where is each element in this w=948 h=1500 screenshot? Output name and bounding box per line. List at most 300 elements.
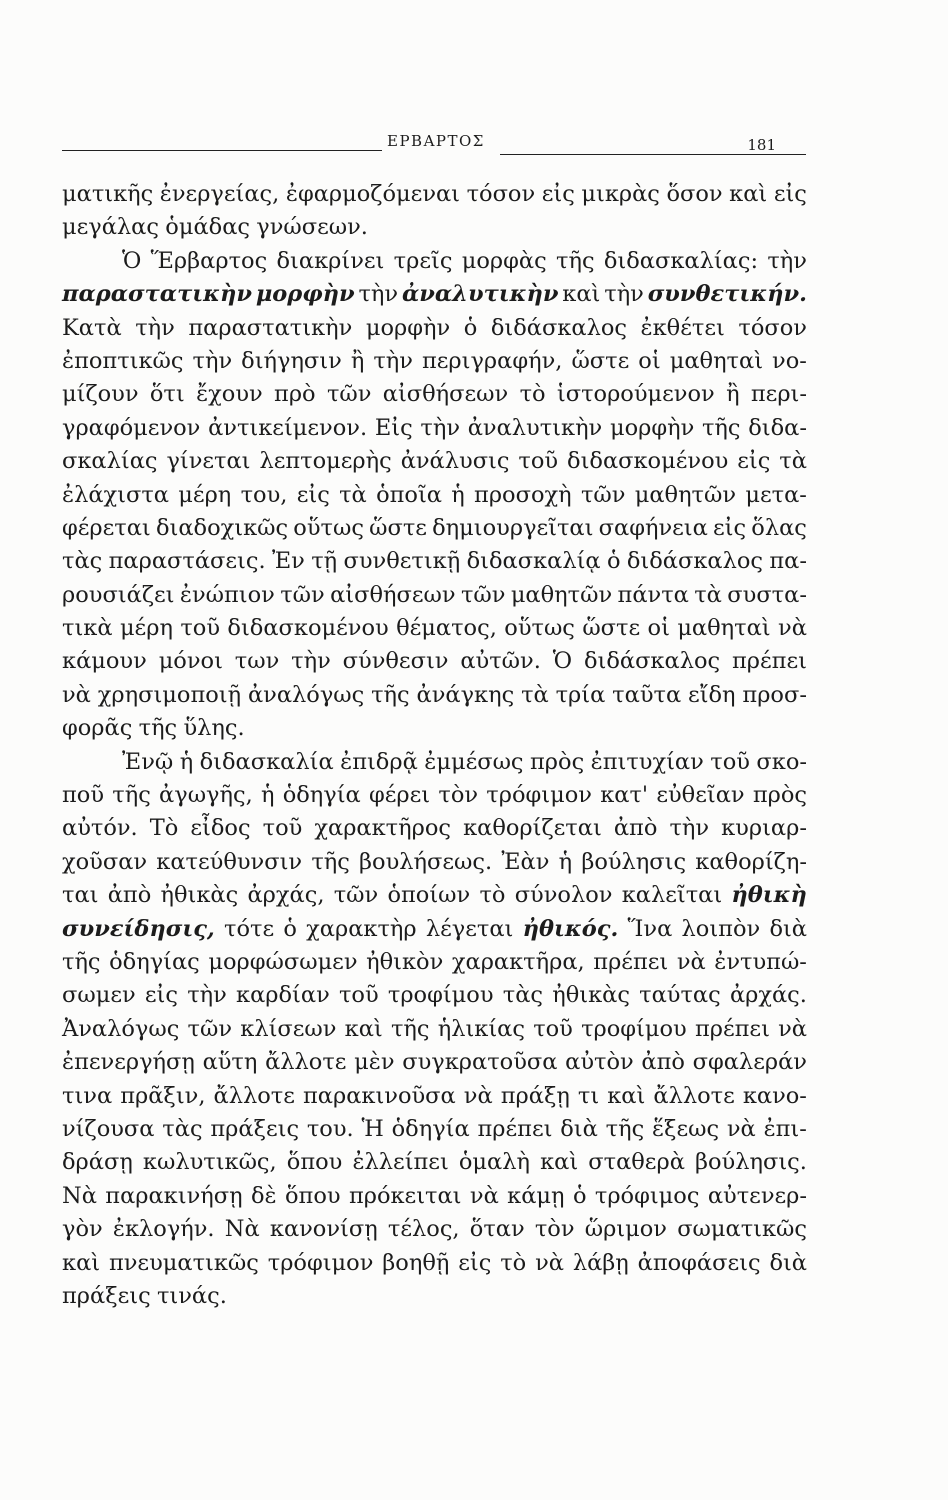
- word: ὁποῖα: [376, 481, 442, 508]
- word: οὕτως: [293, 514, 364, 541]
- text-line: [62, 913, 807, 946]
- word: τὸ: [479, 882, 506, 909]
- text-line: [62, 712, 807, 745]
- word: νὰ: [463, 1082, 493, 1109]
- word: λοιπὸν: [681, 915, 761, 942]
- word: ὁ: [283, 915, 297, 942]
- word: πράξεις: [210, 1115, 300, 1142]
- word: ὁ: [572, 1182, 587, 1209]
- text-line: [62, 312, 807, 345]
- word: μαθητῶν: [510, 581, 613, 608]
- word: ἀνάγκης: [416, 681, 515, 708]
- word: ὅσον: [666, 181, 723, 207]
- word: τοῦ: [262, 815, 303, 842]
- word: πράξεις: [62, 1282, 151, 1309]
- word: πρέπει: [593, 948, 669, 975]
- word: μορφὴν: [609, 414, 695, 441]
- word: πρὸ: [274, 381, 316, 408]
- word: ἠθικὴ: [731, 882, 807, 909]
- word: τρόφιμον: [486, 782, 592, 809]
- word: καὶ: [540, 1149, 579, 1176]
- word: συνείδησις,: [62, 915, 215, 942]
- word: μόνοι: [158, 648, 223, 675]
- word: νὰ: [726, 1115, 756, 1142]
- word: ἡλικίας: [437, 1015, 525, 1042]
- word: ἐλάχιστα: [62, 481, 169, 508]
- word: πρὸς: [530, 748, 585, 775]
- text-line: [62, 1213, 807, 1246]
- word: ἐκλογήν.: [112, 1216, 215, 1243]
- word: ἐντυπώ-: [714, 948, 807, 975]
- word: ὁ: [463, 314, 478, 341]
- word: Εἰς: [374, 414, 413, 441]
- word: διαδοχικῶς: [155, 514, 289, 541]
- text-line: [62, 245, 807, 278]
- word: συνθετικήν.: [647, 281, 807, 308]
- word: Κατὰ: [62, 314, 122, 341]
- word: διδα-: [748, 414, 807, 441]
- word: εἰς: [713, 514, 747, 541]
- word: καλεῖται: [621, 882, 723, 909]
- text-line: [62, 1247, 807, 1280]
- word: τῆς: [701, 414, 741, 441]
- word: τῶν: [280, 581, 325, 608]
- word: εἴδη: [688, 681, 736, 708]
- word: σαφήνεια: [598, 514, 708, 541]
- word: τὰ: [521, 681, 549, 708]
- word: ἐπιτυχίαν: [590, 748, 704, 775]
- word: ὁμάδας: [165, 214, 250, 241]
- word: ὁδηγία: [391, 1115, 470, 1142]
- word: χοῦσαν: [62, 848, 148, 875]
- word: τὴν: [420, 414, 461, 441]
- text-line: [62, 1146, 807, 1179]
- word: ὥστε: [369, 514, 427, 541]
- word: γίνεται: [166, 448, 251, 475]
- word: πρέπει: [732, 648, 807, 675]
- word: τροφίμου: [387, 982, 494, 1009]
- word: ἀπὸ: [107, 882, 152, 909]
- running-head-title: ΕΡΒΑΡΤΟΣ: [387, 132, 485, 150]
- text-line: [62, 345, 807, 378]
- word: παρακινήσῃ: [105, 1182, 243, 1209]
- word: διδασκομένου: [567, 448, 729, 475]
- header-rule-right: [500, 154, 806, 155]
- word: πα-: [769, 548, 807, 575]
- word: φέρει: [369, 782, 431, 809]
- word: τῆς: [556, 247, 595, 274]
- word: διδάσκαλος: [626, 548, 764, 575]
- word: ὅλας: [751, 514, 807, 541]
- word: Ἐὰν: [501, 848, 550, 875]
- word: ὥστε: [582, 615, 641, 642]
- text-line: [62, 846, 807, 879]
- word: χαρακτῆρα,: [451, 948, 585, 975]
- word: πράξῃ: [500, 1082, 570, 1109]
- word: Ἡ: [361, 1115, 384, 1142]
- word: προσοχὴ: [474, 481, 572, 508]
- word: παραστάσεις.: [108, 548, 266, 575]
- word: ἀνάλυσις: [400, 448, 510, 475]
- word: σωματικῶς: [677, 1216, 807, 1243]
- text-line: [62, 412, 807, 445]
- word: κλίσεων: [240, 1015, 337, 1042]
- word: καθορίζεται: [463, 815, 602, 842]
- word: ὅτι: [149, 381, 185, 408]
- word: προσ-: [742, 681, 807, 708]
- word: τὸν: [534, 1216, 575, 1243]
- word: τῆς: [371, 681, 410, 708]
- text-line: [62, 1180, 807, 1213]
- word: οὕτως: [504, 615, 575, 642]
- word: βούλησις: [581, 848, 687, 875]
- word: τὴν: [604, 281, 644, 308]
- word: γνώσεων.: [256, 214, 368, 241]
- word: του,: [240, 481, 288, 508]
- word: κάμουν: [62, 648, 147, 675]
- word: Ἵνα: [627, 915, 673, 942]
- word: τόσον: [466, 181, 536, 207]
- word: Τὸ: [149, 815, 179, 842]
- word: ἀπὸ: [641, 1049, 685, 1076]
- word: τὴν: [187, 982, 227, 1009]
- word: τῶν: [460, 581, 506, 608]
- word: κανονίσῃ: [269, 1216, 378, 1243]
- word: πάντα: [617, 581, 689, 608]
- word: τῇ: [311, 548, 338, 575]
- word: γραφόμενον: [62, 414, 201, 441]
- word: διήγησιν: [241, 347, 342, 374]
- word: ὅταν: [469, 1216, 525, 1243]
- text-line: [62, 579, 807, 612]
- word: τὴν: [135, 314, 175, 341]
- word: διδασκομένου: [227, 615, 389, 642]
- word: τῶν: [580, 481, 626, 508]
- word: τὸν: [438, 782, 479, 809]
- word: βουλήσεως.: [359, 848, 493, 875]
- word: διὰ: [769, 915, 807, 942]
- word: μεγάλας: [62, 214, 159, 241]
- word: ματικῆς: [62, 181, 154, 207]
- word: κανο-: [742, 1082, 807, 1109]
- word: διδάσκαλος: [490, 314, 627, 341]
- header-rule-left: [62, 150, 382, 151]
- word: τῆς: [112, 782, 151, 809]
- word: θέματος,: [396, 615, 497, 642]
- text-line: [62, 679, 807, 712]
- word: κωλυτικῶς,: [142, 1149, 277, 1176]
- word: καὶ: [62, 1249, 101, 1276]
- word: ἱστορούμενον: [556, 381, 715, 408]
- word: Ἐν: [271, 548, 305, 575]
- word: τῶν: [333, 882, 379, 909]
- word: χαρακτῆρος: [314, 815, 451, 842]
- text-line: [62, 512, 807, 545]
- running-head: [62, 128, 806, 158]
- word: τινάς.: [156, 1282, 227, 1309]
- word: ἢ: [726, 381, 740, 408]
- word: τῆς: [311, 848, 350, 875]
- word: μέρη: [119, 615, 173, 642]
- word: ὥριμον: [584, 1216, 667, 1243]
- text-line: [62, 278, 807, 311]
- word: διὰ: [769, 1249, 807, 1276]
- word: νὰ: [778, 615, 807, 642]
- word: διδασκαλία: [199, 748, 334, 775]
- word: ποῦ: [62, 782, 105, 809]
- word: φορᾶς: [62, 715, 133, 742]
- word: σφαλεράν: [692, 1049, 807, 1076]
- word: ἀρχάς,: [247, 882, 325, 909]
- word: Ἀναλόγως: [62, 1015, 180, 1042]
- word: ὥστε: [571, 347, 630, 374]
- word: πρέπει: [694, 1015, 770, 1042]
- word: μορφὴν: [365, 314, 451, 341]
- word: μορφὰς: [461, 247, 547, 274]
- word: τὸ: [519, 381, 546, 408]
- word: ἡ: [260, 782, 275, 809]
- word: τῆς: [62, 948, 101, 975]
- page-number: 181: [747, 136, 776, 154]
- word: τοῦ: [180, 615, 221, 642]
- text-line: [62, 211, 807, 244]
- word: σύνθεσιν: [342, 648, 449, 675]
- word: μαθητῶν: [634, 481, 737, 508]
- word: περι-: [750, 381, 807, 408]
- text-line: [62, 979, 807, 1012]
- word: ἐπιδρᾷ: [340, 748, 418, 775]
- word: ἡ: [451, 481, 465, 508]
- word: νὰ: [535, 1249, 564, 1276]
- word: ἡ: [179, 748, 194, 775]
- word: ἀγωγῆς,: [159, 782, 253, 809]
- word: λεπτομερὴς: [259, 448, 392, 475]
- word: ὁδηγίας: [109, 948, 200, 975]
- word: εἰς: [296, 481, 330, 508]
- text-line: [62, 378, 807, 411]
- word: συστα-: [727, 581, 807, 608]
- word: ἀναλόγως: [247, 681, 365, 708]
- text-line: [62, 946, 807, 979]
- word: ἢ: [350, 347, 365, 374]
- word: χαρακτὴρ: [306, 915, 417, 942]
- word: εἶδος: [190, 815, 251, 842]
- word: ὁ: [606, 548, 621, 575]
- word: σταθερὰ: [588, 1149, 685, 1176]
- word: τι: [577, 1082, 600, 1109]
- word: τὸ: [500, 1249, 527, 1276]
- word: αὕτη: [202, 1049, 258, 1076]
- word: τὰ: [339, 481, 367, 508]
- word: ἄλλοτε: [653, 1082, 735, 1109]
- word: δὲ: [250, 1182, 277, 1209]
- word: εἰς: [541, 181, 575, 207]
- word: αὐτενερ-: [707, 1182, 807, 1209]
- text-line: [62, 879, 807, 912]
- word: ἐνεργείας,: [159, 181, 280, 207]
- word: γὸν: [62, 1216, 103, 1243]
- word: τὰς: [62, 548, 103, 575]
- word: ἠθικὰς: [160, 882, 239, 909]
- word: τὰς: [502, 982, 543, 1009]
- text-line: [62, 178, 807, 211]
- word: ἐποπτικῶς: [62, 347, 184, 374]
- word: τὴν: [291, 648, 331, 675]
- word: καθορίζη-: [695, 848, 807, 875]
- word: ὁποίων: [387, 882, 471, 909]
- word: κατ': [600, 782, 649, 809]
- word: ὁδηγία: [282, 782, 361, 809]
- word: ται: [62, 882, 99, 909]
- word: τοῦ: [710, 748, 750, 775]
- word: τόσον: [738, 314, 807, 341]
- word: ἠθικὸν: [366, 948, 444, 975]
- text-line: [62, 645, 807, 678]
- word: τροφίμου: [581, 1015, 687, 1042]
- word: συνθετικῇ: [343, 548, 461, 575]
- word: ὕλης.: [183, 715, 245, 742]
- word: καὶ: [344, 1015, 383, 1042]
- word: τοῦ: [338, 982, 379, 1009]
- word: τινα: [62, 1082, 113, 1109]
- word: τῆς: [138, 715, 178, 742]
- word: βοηθῇ: [382, 1249, 450, 1276]
- word: εἰς: [737, 448, 771, 475]
- word: μορφώσωμεν: [208, 948, 358, 975]
- word: τικὰ: [62, 615, 113, 642]
- word: συγκρατοῦσα: [402, 1049, 558, 1076]
- word: καὶ: [607, 1082, 646, 1109]
- text-line: [62, 1013, 807, 1046]
- text-line: [62, 545, 807, 578]
- word: ἀπὸ: [613, 815, 658, 842]
- text-line: [62, 746, 807, 779]
- word: τρόφιμον: [267, 1249, 374, 1276]
- word: τὴν: [192, 347, 233, 374]
- word: Ὁ: [552, 648, 573, 675]
- word: πρέπει: [477, 1115, 553, 1142]
- word: ταῦτα: [612, 681, 682, 708]
- word: παραστατικὴν: [188, 314, 353, 341]
- word: μετα-: [745, 481, 807, 508]
- word: του.: [306, 1115, 354, 1142]
- word: εἰς: [144, 982, 178, 1009]
- word: ἐνώπιον: [179, 581, 275, 608]
- word: αἰσθήσεων: [382, 381, 509, 408]
- word: αἰσθήσεων: [330, 581, 456, 608]
- word: τρεῖς: [393, 247, 453, 274]
- word: κάμῃ: [507, 1182, 565, 1209]
- word: τὴν: [669, 815, 710, 842]
- word: εἰς: [773, 181, 807, 207]
- word: μαθηταὶ: [669, 347, 764, 374]
- word: τέλος,: [387, 1216, 460, 1243]
- word: φέρεται: [62, 514, 151, 541]
- word: τὴν: [358, 281, 399, 308]
- word: οἱ: [647, 615, 670, 642]
- word: ἀντικείμενον.: [208, 414, 368, 441]
- word: ἐλλείπει: [352, 1149, 449, 1176]
- text-line: [62, 445, 807, 478]
- word: παραστατικὴν: [62, 281, 252, 308]
- word: διδασκαλίας:: [603, 247, 759, 274]
- word: νο-: [772, 347, 807, 374]
- word: ἀρχάς.: [729, 982, 807, 1009]
- word: μορφὴν: [255, 281, 355, 308]
- text-line: [62, 1046, 807, 1079]
- word: τὴν: [767, 247, 807, 274]
- body-text: [62, 178, 807, 1313]
- word: καὶ: [562, 281, 601, 308]
- word: νὰ: [778, 1015, 807, 1042]
- word: πνευματικῶς: [108, 1249, 259, 1276]
- word: ἀποφάσεις: [637, 1249, 761, 1276]
- text-line: [62, 1280, 807, 1313]
- word: διὰ: [560, 1115, 598, 1142]
- word: μαθηταὶ: [677, 615, 771, 642]
- word: εὐθεῖαν: [656, 782, 745, 809]
- word: τὴν: [373, 347, 413, 374]
- word: τότε: [224, 915, 275, 942]
- word: μέρη: [178, 481, 232, 508]
- word: των: [234, 648, 280, 675]
- word: τῆς: [390, 1015, 430, 1042]
- word: λάβῃ: [572, 1249, 629, 1276]
- word: νίζουσα: [62, 1115, 155, 1142]
- word: καρδίαν: [236, 982, 330, 1009]
- word: μὲν: [354, 1049, 395, 1076]
- word: ταύτας: [639, 982, 721, 1009]
- word: κατεύθυνσιν: [156, 848, 303, 875]
- word: περιγραφήν,: [421, 347, 563, 374]
- word: οἱ: [638, 347, 661, 374]
- word: ἐπι-: [763, 1115, 807, 1142]
- word: βούλησις.: [694, 1149, 807, 1176]
- text-line: [62, 812, 807, 845]
- text-line: [62, 1113, 807, 1146]
- word: ἕξεως: [651, 1115, 720, 1142]
- word: ἠθικός.: [522, 915, 619, 942]
- word: ἀναλυτικὴν: [467, 414, 603, 441]
- word: τὰς: [162, 1115, 203, 1142]
- word: τῆς: [605, 1115, 645, 1142]
- word: νὰ: [676, 948, 706, 975]
- word: σκο-: [756, 748, 807, 775]
- word: ἐπενεργήσῃ: [62, 1049, 195, 1076]
- word: ἄλλοτε: [265, 1049, 347, 1076]
- word: ὅπου: [284, 1182, 341, 1209]
- word: πρόκειται: [348, 1182, 462, 1209]
- word: Νὰ: [224, 1216, 260, 1243]
- word: ρουσιάζει: [62, 581, 175, 608]
- word: σύνολον: [514, 882, 613, 909]
- word: χρησιμοποιῇ: [97, 681, 242, 708]
- word: τοῦ: [518, 448, 559, 475]
- word: τὰ: [779, 448, 807, 475]
- word: αὐτῶν.: [460, 648, 541, 675]
- word: Ὁ: [122, 247, 142, 274]
- word: τῶν: [326, 381, 372, 408]
- word: παρακινοῦσα: [302, 1082, 456, 1109]
- word: δράσῃ: [62, 1149, 133, 1176]
- word: ἡ: [558, 848, 573, 875]
- word: ἐκθέτει: [640, 314, 725, 341]
- word: ἄλλοτε: [213, 1082, 295, 1109]
- word: σκαλίας: [62, 448, 158, 475]
- word: Νὰ: [62, 1182, 97, 1209]
- word: τὰ: [694, 581, 722, 608]
- word: Ἕρβαρτος: [150, 247, 268, 274]
